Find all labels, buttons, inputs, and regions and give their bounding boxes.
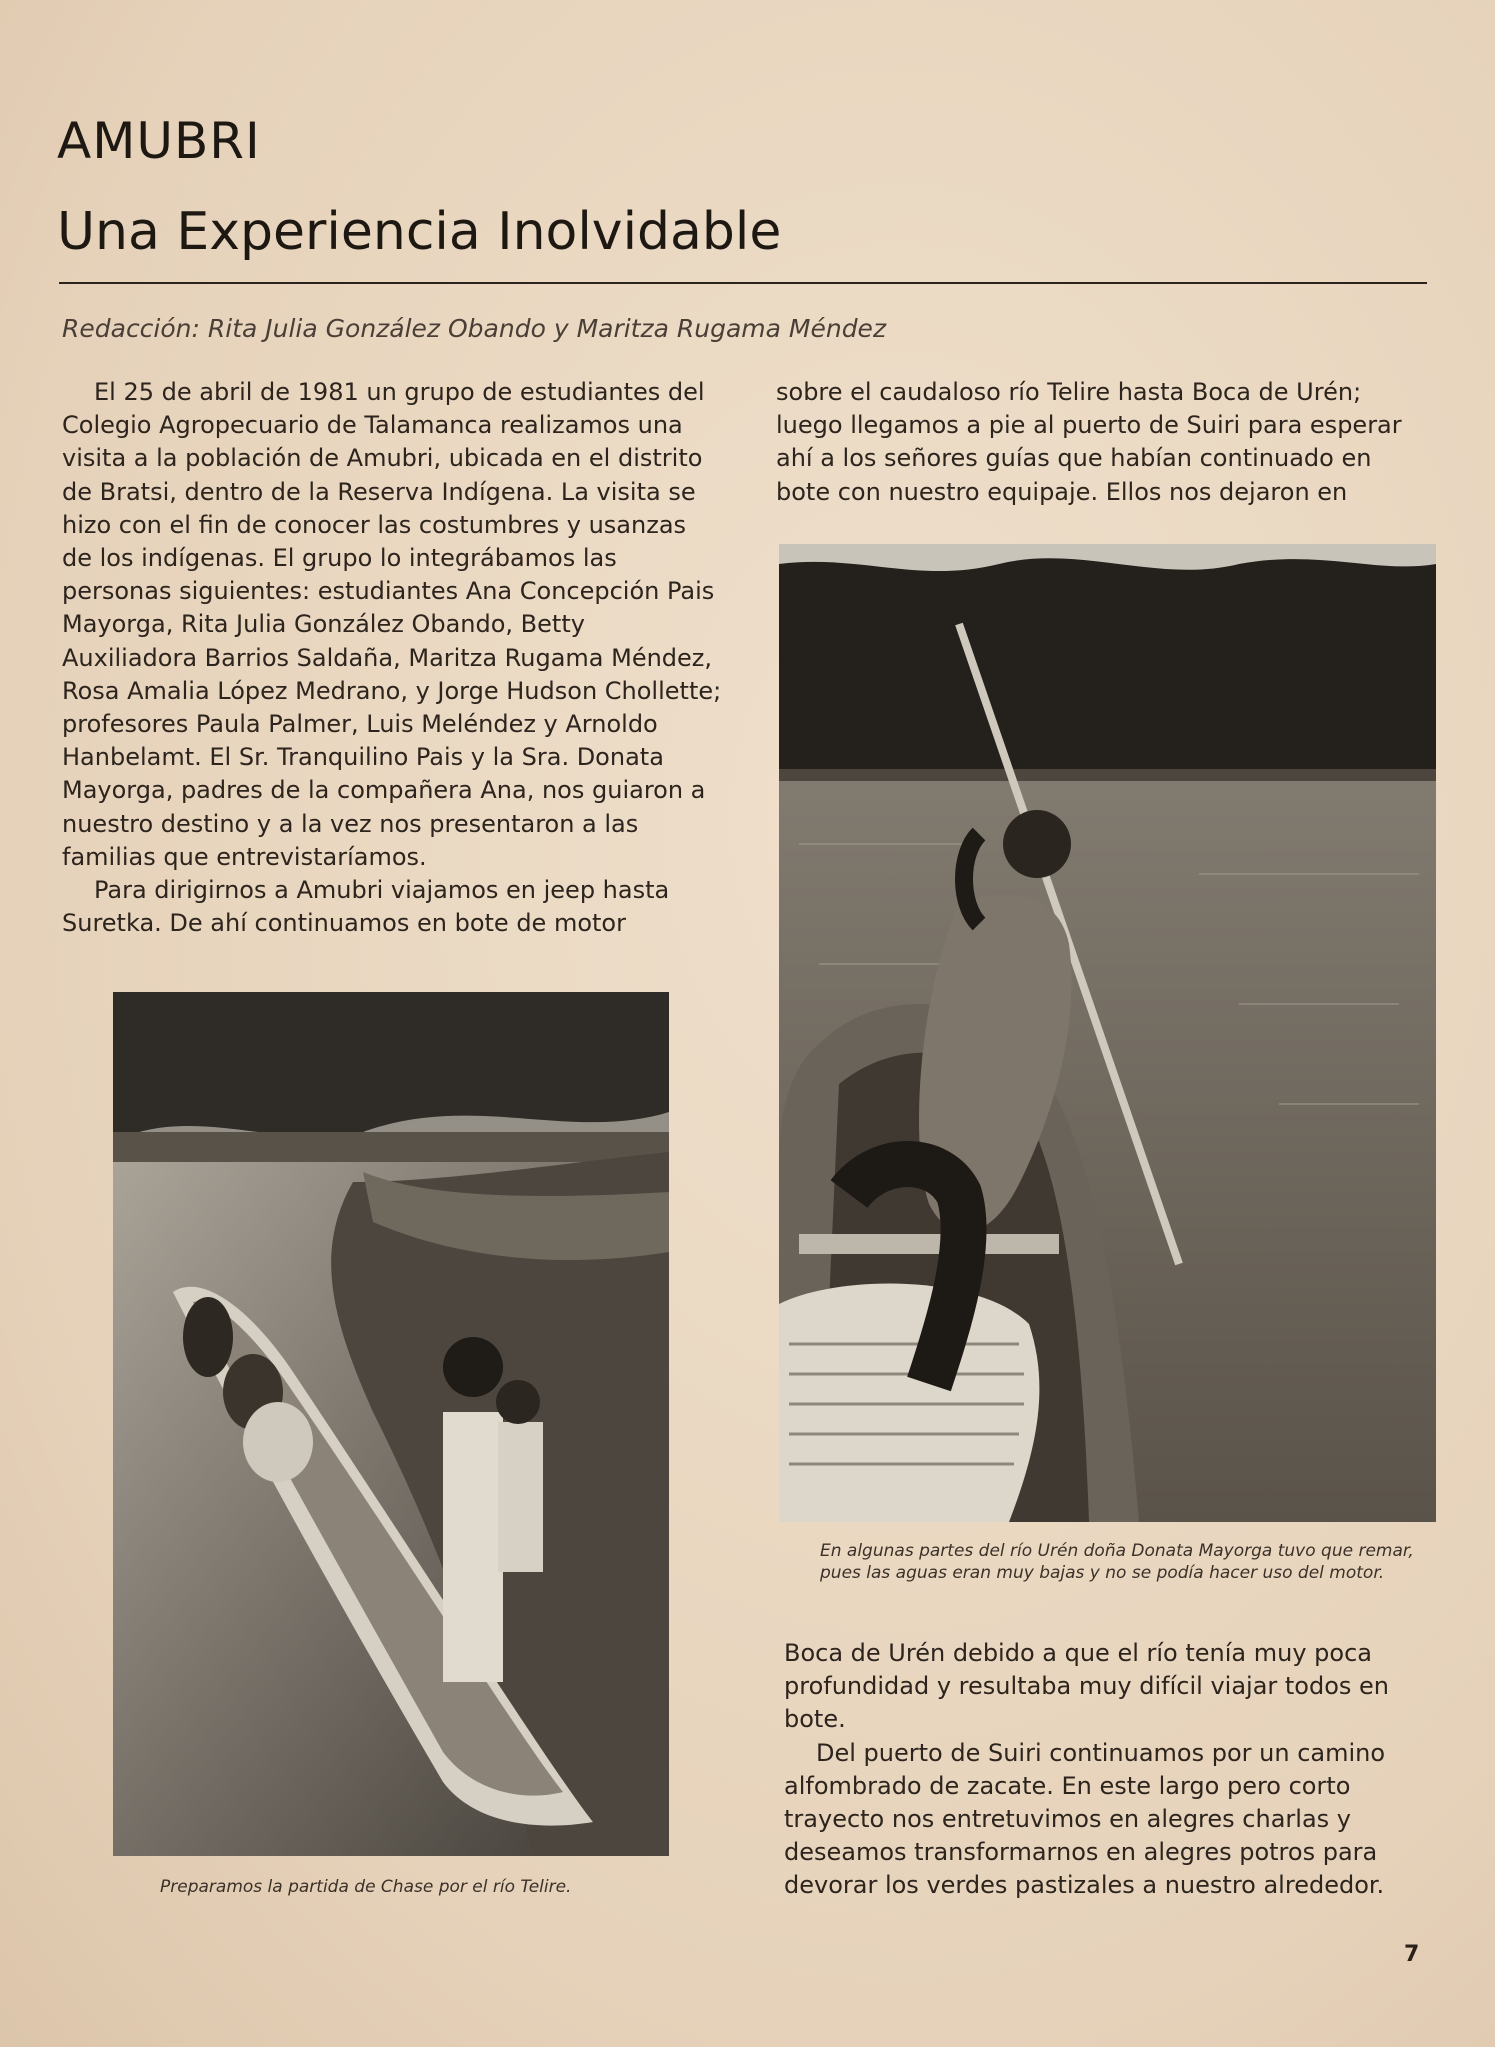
- article-title: AMUBRI: [57, 112, 261, 170]
- paragraph-suiri-path: Del puerto de Suiri continuamos por un camino alfombrado de zacate. En este largo pero corto trayecto nos entretuvimos en alegres charlas y deseamos transformarnos en alegres potros para devorar los verdes pastizales a nuestro alrededor.: [784, 1738, 1386, 1900]
- paragraph-travel: Para dirigirnos a Amubri viajamos en jeep hasta Suretka. De ahí continuamos en bote de motor: [62, 876, 670, 938]
- paragraph-boca-de-uren: Boca de Urén debido a que el río tenía muy poca profundidad y resultaba muy difícil viajar todos en bote.: [784, 1639, 1390, 1734]
- right-column-top: [776, 376, 1416, 509]
- paragraph-continued: sobre el caudaloso río Telire hasta Boca de Urén; luego llegamos a pie al puerto de Suiri para esperar ahí a los señores guías que habían continuado en bote con nuestro equipaje. Ellos nos dejaron en: [776, 378, 1402, 506]
- photo-canoe-riverbank: [113, 992, 669, 1856]
- title-divider: [59, 282, 1427, 284]
- right-column-bottom: [784, 1637, 1424, 1903]
- caption-left-photo: Preparamos la partida de Chase por el río Telire.: [160, 1877, 572, 1897]
- left-column: [62, 376, 722, 940]
- paragraph-intro: El 25 de abril de 1981 un grupo de estudiantes del Colegio Agropecuario de Talamanca realizamos una visita a la población de Amubri, ubicada en el distrito de Bratsi, dentro de la Reserva Indígena. La visita se hizo con el fin de conocer las costumbres y usanzas de los indígenas. El grupo lo integrábamos las personas siguientes: estudiantes Ana Concepción Pais Mayorga, Rita Julia González Obando, Betty Auxiliadora Barrios Saldaña, Maritza Rugama Méndez, Rosa Amalia López Medrano, y Jorge Hudson Chollette; profesores Paula Palmer, Luis Meléndez y Arnoldo Hanbelamt. El Sr. Tranquilino Pais y la Sra. Donata Mayorga, padres de la compañera Ana, nos guiaron a nuestro destino y a la vez nos presentaron a las familias que entrevistaríamos.: [62, 378, 722, 871]
- photo-woman-poling-canoe: [779, 544, 1436, 1522]
- caption-right-photo: En algunas partes del río Urén doña Donata Mayorga tuvo que remar, pues las aguas eran muy bajas y no se podía hacer uso del motor.: [820, 1541, 1414, 1583]
- page-number: 7: [1404, 1942, 1420, 1967]
- article-subtitle: Una Experiencia Inolvidable: [57, 202, 782, 262]
- byline: Redacción: Rita Julia González Obando y Maritza Rugama Méndez: [62, 314, 887, 343]
